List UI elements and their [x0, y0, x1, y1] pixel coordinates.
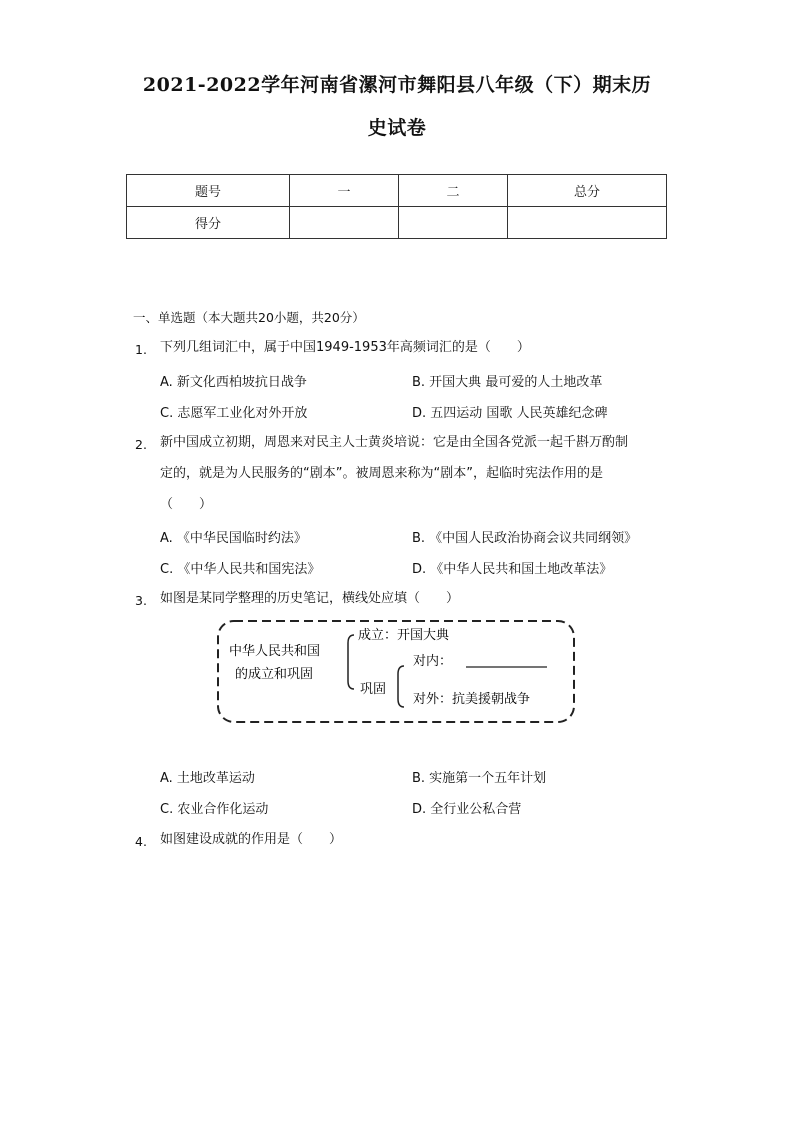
diagram-external: 对外：抗美援朝战争	[413, 692, 531, 707]
header-part-two: 二	[399, 175, 508, 207]
question-4-stem: 如图建设成就的作用是（ ）	[160, 832, 343, 847]
diagram-founding: 成立：开国大典	[358, 628, 450, 643]
header-question-number: 题号	[127, 175, 290, 207]
exam-title-line1: 2021-2022学年河南省漯河市舞阳县八年级（下）期末历	[142, 74, 652, 96]
question-1-option-b: B. 开国大典 最可爱的人土地改革	[412, 375, 603, 390]
question-3-option-a: A. 土地改革运动	[160, 771, 255, 786]
exam-title-line2: 史试卷	[367, 117, 427, 139]
question-2-option-a: A. 《中华民国临时约法》	[160, 531, 307, 546]
score-table-header-row	[127, 175, 667, 207]
score-cell-total	[508, 207, 667, 239]
question-2-stem-line2: 定的，就是为人民服务的“剧本”。被周恩来称为“剧本”，起临时宪法作用的是	[160, 466, 603, 481]
question-4-number: 4.	[135, 834, 147, 849]
header-part-one: 一	[290, 175, 399, 207]
diagram-internal-label: 对内：	[413, 654, 453, 669]
score-table-score-row	[127, 207, 667, 239]
question-2-number: 2.	[135, 437, 147, 452]
diagram-subject-line1: 中华人民共和国	[229, 644, 321, 659]
score-cell-part-two	[399, 207, 508, 239]
diagram-sub-brace	[398, 666, 404, 707]
question-3-option-b: B. 实施第一个五年计划	[412, 771, 547, 786]
question-3-stem: 如图是某同学整理的历史笔记，横线处应填（ ）	[160, 591, 460, 606]
diagram-consolidate: 巩固	[360, 682, 387, 697]
question-2-option-c: C. 《中华人民共和国宪法》	[160, 562, 321, 577]
question-1-number: 1.	[135, 342, 147, 357]
header-total: 总分	[508, 175, 667, 207]
diagram-main-brace	[348, 635, 354, 689]
question-3-option-d: D. 全行业公私合营	[412, 802, 522, 817]
question-1-option-d: D. 五四运动 国歌 人民英雄纪念碑	[412, 406, 608, 421]
diagram-subject-line2: 的成立和巩固	[235, 667, 314, 682]
section-heading: 一、单选题（本大题共20小题，共20分）	[133, 310, 365, 325]
question-2-stem-line1: 新中国成立初期，周恩来对民主人士黄炎培说：它是由全国各党派一起千斟万酌制	[160, 435, 629, 450]
score-table	[126, 174, 667, 239]
question-2-stem-line3: （ ）	[160, 497, 213, 512]
question-2-option-d: D. 《中华人民共和国土地改革法》	[412, 562, 613, 577]
history-notes-diagram	[216, 619, 576, 724]
question-3-option-c: C. 农业合作化运动	[160, 802, 269, 817]
score-cell-part-one	[290, 207, 399, 239]
question-1-option-c: C. 志愿军工业化对外开放	[160, 406, 308, 421]
question-2-option-b: B. 《中国人民政治协商会议共同纲领》	[412, 531, 638, 546]
question-3-number: 3.	[135, 593, 147, 608]
question-1-option-a: A. 新文化西柏坡抗日战争	[160, 375, 307, 390]
question-1-stem: 下列几组词汇中，属于中国1949-1953年高频词汇的是（ ）	[160, 340, 530, 355]
row-label-score: 得分	[127, 207, 290, 239]
